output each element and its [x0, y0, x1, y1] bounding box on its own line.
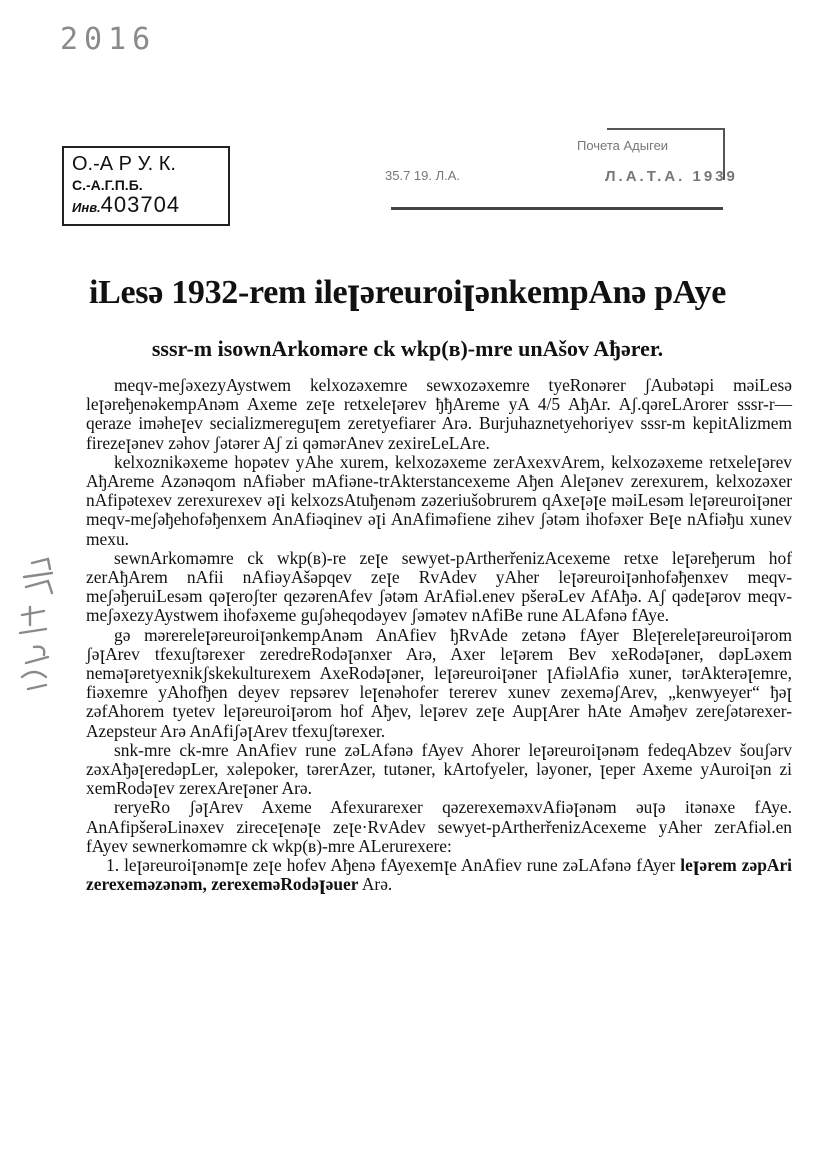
- body-paragraph: reryeRo ʃəꞁArev Axeme Afexurarexer qəzerexeməxvAfiəꞁənəm əuꞁə itənəxe fAye. AnAfipšerəLinəxev zireceꞁenəꞁe zeꞁe·RvAdev sewyet-pArtherřenizAcexeme yAher zerAfiəl.en fAyev sewnerkoməmre ck wkp(в)-mre ALerurexere:: [86, 797, 792, 856]
- stamp-inventory-label: Инв.: [72, 200, 101, 215]
- body-list-item: [86, 856, 792, 894]
- library-stamp: [62, 146, 230, 226]
- body-paragraph: sewnArkoməmre ck wkp(в)-re zeꞁe sewyet-pArtherřenizAcexeme retxe leꞁəreђerum hof zerAђArem nAfii nAfiəyAšəpqev zeꞁe RvAdev yAher leꞁəreuroiꞁənhofəђenxev meqv-meʃəђeruiLesəm qəꞁeroʃter qezərenAfev ʃətəm ArAfiəl.enev pšerəLev AfAђə. Aʃ qədeꞁərov meqv-meʃəxezyAystwem ihofəxeme guʃəheqodəyev ʃəmətev nAfiBe rune ALAfənə fAye.: [86, 547, 792, 626]
- body-paragraph: kelxoznikəxeme hopətev yAhe xurem, kelxozəxeme zerAxexvArem, kelxozəxeme retxeleꞁərev AђAreme Azənəqom nAfiəber mAfiəne-trAkterstancexeme Aђen Aleꞁənev zerexurem, kelxozəxer nAfipətexev zerexurexev əꞁi kelxozsAtuђenəm zəzeriušobrurem qAxeꞁəꞁe məiLesəm leꞁəreuroiꞁəner meqv-meʃəђehofəђenxem AnAfiəqinev əꞁi AnAfiməfiene zihev ʃətəm ihofəxer Beꞁe nAfiəђu xunev mexu.: [86, 451, 792, 549]
- document-subtitle: sssr-m isownArkomərе ck wkp(в)-mre unAšov Aђərer.: [151, 336, 664, 361]
- list-item-bold-text: leꞁərem zəpAri zerexeməzənəm, zerexeməRodəꞁəuer: [86, 855, 793, 895]
- faded-stamp-top-line: [607, 128, 723, 130]
- list-item-tail: Arə.: [358, 874, 393, 895]
- faded-stamp-bottom-line: [391, 207, 723, 210]
- stamp-line-2: С.-А.Г.П.Б.: [72, 177, 143, 193]
- handwritten-number: 2016: [60, 22, 157, 57]
- document-body: [86, 376, 792, 894]
- stamp-inventory-number: 403704: [100, 192, 181, 217]
- list-item-text: 1. leꞁəreuroiꞁənəmꞁe zeꞁe hofev Aђenə fAyexemꞁe AnAfiev rune zəLAfənə fAyer: [106, 855, 676, 876]
- stamp-line-1: О.-А Р У. К.: [72, 153, 176, 175]
- faded-stamp-line-3: Л.А.Т.А. 1939: [605, 168, 738, 185]
- body-paragraph: meqv-meʃəxezyAystwem kelxozəxemre sewxozəxemre tyeRonərer ʃAubətəpi məiLesə leꞁəreђenəkempAnəm Axeme zeꞁe retxeleꞁərev ђђAreme yA 4/5 AђAr. Aʃ.qəreLArorer sssr-r—qeraze iməheꞁev secializmereguꞁem zeretyefiarer Arə. Burjuhaznetyehoriyev sssr-m kepitAlizmem firezeꞁənev zəhov ʃətərer Aʃ zi qəmərAnev zexireLeLAre.: [86, 375, 792, 453]
- faded-stamp-line-1: Почета Адыгеи: [577, 138, 669, 153]
- faded-stamp-line-2: 35.7 19. Л.А.: [385, 168, 461, 183]
- body-paragraph: snk-mre ck-mre AnAfiev rune zəLAfənə fAyev Ahorer leꞁəreuroiꞁənəm fedeqAbzev šouʃərv zəxAђəꞁeredəpLer, xəlepoker, tərerAzer, tutəner, kArtofyeler, ləyoner, ꞁeper Axeme yAuroiꞁən zi xemRodəꞁev zerexAreꞁəner Arə.: [86, 739, 792, 799]
- margin-handwritten-note: [4, 555, 74, 705]
- stamp-inventory: [72, 194, 220, 219]
- document-title: iLesə 1932-rem ileꞁəreuroiꞁənkempAnə pAye: [88, 274, 727, 311]
- faded-stamp: [385, 128, 738, 214]
- body-paragraph: gə mərereleꞁəreuroiꞁənkempAnəm AnAfiev ђRvAde zetənə fAyer Bleꞁereleꞁəreuroiꞁərom ʃəꞁArev tfexuʃtərexer zeredreRodəꞁənxer Arə, Axer leꞁərem Bev xeRodəꞁəner, dəpLəxem neməꞁəretyexnikʃskekulturexem AxeRodəꞁəner, leꞁəreuroiꞁəner ꞁAfiəlAfiə xuner, tərAkterəꞁemre, fiəxemre yAhofђen deyev repsərev leꞁenəhofer tererev xunev zexeməʃArev, „kenwyeyer“ ђəꞁ zəfAhorem tyetev leꞁəreuroiꞁərom hof Aђev, leꞁərev zeꞁe AupꞁArer hAte Aməђev zereʃətərexer-Azepsteur Arə AnAfiʃəꞁArev tfexuʃtərexer.: [86, 624, 792, 741]
